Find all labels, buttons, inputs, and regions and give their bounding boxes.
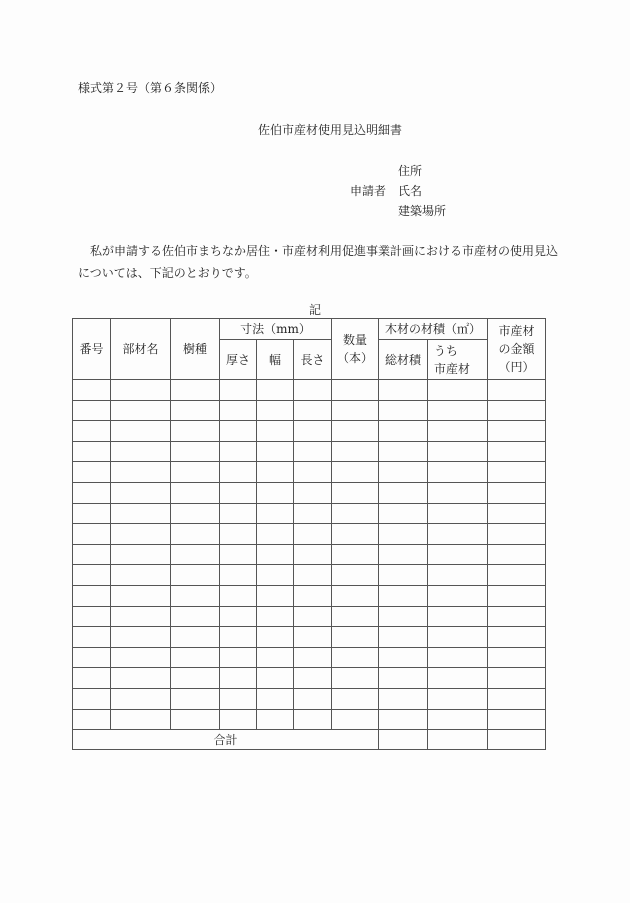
cell-width[interactable] [257,709,294,730]
cell-species[interactable] [171,585,220,606]
cell-total-volume[interactable] [379,709,428,730]
header-amount-line3: （円） [498,360,535,374]
cell-thickness[interactable] [220,668,257,689]
cell-city-volume[interactable] [428,441,488,462]
cell-length[interactable] [294,503,332,524]
table-row [73,503,546,524]
cell-width[interactable] [257,606,294,627]
cell-amount[interactable] [488,709,546,730]
cell-city-volume[interactable] [428,688,488,709]
cell-amount[interactable] [488,688,546,709]
cell-quantity[interactable] [332,524,379,545]
cell-amount[interactable] [488,647,546,668]
cell-length[interactable] [294,565,332,586]
cell-quantity[interactable] [332,647,379,668]
cell-quantity[interactable] [332,421,379,442]
cell-thickness[interactable] [220,482,257,503]
total-label: 合計 [73,730,379,750]
cell-species[interactable] [171,524,220,545]
total-amount-cell[interactable] [488,730,546,750]
cell-city-volume[interactable] [428,400,488,421]
table-body [73,380,546,730]
cell-quantity[interactable] [332,709,379,730]
header-amount-line2: の金額 [498,342,535,356]
cell-number[interactable] [73,380,111,401]
cell-amount[interactable] [488,380,546,401]
cell-width[interactable] [257,482,294,503]
cell-number[interactable] [73,400,111,421]
cell-number[interactable] [73,688,111,709]
cell-length[interactable] [294,688,332,709]
cell-amount[interactable] [488,441,546,462]
header-width: 幅 [257,340,294,380]
cell-length[interactable] [294,380,332,401]
cell-species[interactable] [171,380,220,401]
cell-species[interactable] [171,482,220,503]
header-volume: 木材の材積（㎡） [379,319,488,340]
table-row [73,441,546,462]
cell-thickness[interactable] [220,627,257,648]
cell-length[interactable] [294,585,332,606]
cell-thickness[interactable] [220,421,257,442]
cell-thickness[interactable] [220,688,257,709]
table-row [73,606,546,627]
table-row [73,668,546,689]
cell-length[interactable] [294,421,332,442]
table-row [73,462,546,483]
cell-number[interactable] [73,503,111,524]
cell-total-volume[interactable] [379,565,428,586]
cell-total-volume[interactable] [379,544,428,565]
cell-number[interactable] [73,565,111,586]
cell-length[interactable] [294,709,332,730]
cell-amount[interactable] [488,585,546,606]
cell-amount[interactable] [488,627,546,648]
cell-amount[interactable] [488,482,546,503]
table-row [73,709,546,730]
cell-total-volume[interactable] [379,585,428,606]
cell-quantity[interactable] [332,668,379,689]
cell-amount[interactable] [488,668,546,689]
cell-length[interactable] [294,524,332,545]
cell-number[interactable] [73,462,111,483]
cell-part-name[interactable] [111,462,171,483]
cell-city-volume[interactable] [428,585,488,606]
cell-part-name[interactable] [111,585,171,606]
cell-number[interactable] [73,544,111,565]
cell-quantity[interactable] [332,503,379,524]
cell-thickness[interactable] [220,544,257,565]
cell-total-volume[interactable] [379,462,428,483]
cell-total-volume[interactable] [379,441,428,462]
cell-width[interactable] [257,400,294,421]
body-paragraph-line2: については、下記のとおりです。 [78,266,257,280]
table-row [73,565,546,586]
cell-total-volume[interactable] [379,524,428,545]
cell-quantity[interactable] [332,400,379,421]
cell-species[interactable] [171,668,220,689]
cell-length[interactable] [294,606,332,627]
cell-part-name[interactable] [111,380,171,401]
cell-city-volume[interactable] [428,380,488,401]
cell-part-name[interactable] [111,421,171,442]
cell-quantity[interactable] [332,688,379,709]
cell-part-name[interactable] [111,606,171,627]
cell-length[interactable] [294,627,332,648]
cell-length[interactable] [294,544,332,565]
cell-species[interactable] [171,606,220,627]
table-row [73,647,546,668]
cell-species[interactable] [171,544,220,565]
cell-city-volume[interactable] [428,647,488,668]
cell-thickness[interactable] [220,400,257,421]
header-part-name: 部材名 [111,319,171,380]
cell-quantity[interactable] [332,565,379,586]
cell-width[interactable] [257,441,294,462]
cell-width[interactable] [257,421,294,442]
cell-width[interactable] [257,565,294,586]
cell-amount[interactable] [488,400,546,421]
cell-total-volume[interactable] [379,503,428,524]
table-row [73,380,546,401]
cell-total-volume[interactable] [379,688,428,709]
construction-site-label: 建築場所 [398,204,447,218]
cell-city-volume[interactable] [428,565,488,586]
header-quantity [332,319,379,380]
cell-amount[interactable] [488,606,546,627]
header-number: 番号 [73,319,111,380]
cell-amount[interactable] [488,462,546,483]
cell-part-name[interactable] [111,647,171,668]
cell-part-name[interactable] [111,400,171,421]
cell-thickness[interactable] [220,524,257,545]
cell-quantity[interactable] [332,544,379,565]
total-city-volume-cell[interactable] [428,730,488,750]
cell-number[interactable] [73,482,111,503]
header-quantity-line2: （本） [336,351,373,365]
header-city-volume-line1: うち [434,343,459,358]
header-species: 樹種 [171,319,220,380]
applicant-address-label: 住所 [398,164,423,178]
cell-length[interactable] [294,462,332,483]
cell-total-volume[interactable] [379,400,428,421]
cell-amount[interactable] [488,524,546,545]
cell-width[interactable] [257,585,294,606]
cell-total-volume[interactable] [379,627,428,648]
cell-city-volume[interactable] [428,627,488,648]
cell-species[interactable] [171,441,220,462]
cell-amount[interactable] [488,544,546,565]
cell-total-volume[interactable] [379,482,428,503]
total-volume-cell[interactable] [379,730,428,750]
cell-length[interactable] [294,400,332,421]
header-city-volume [428,340,488,380]
header-length: 長さ [294,340,332,380]
cell-thickness[interactable] [220,647,257,668]
cell-total-volume[interactable] [379,421,428,442]
cell-quantity[interactable] [332,606,379,627]
cell-part-name[interactable] [111,544,171,565]
cell-length[interactable] [294,668,332,689]
cell-species[interactable] [171,400,220,421]
material-table [72,318,546,750]
cell-part-name[interactable] [111,441,171,462]
cell-width[interactable] [257,688,294,709]
table-row [73,400,546,421]
cell-width[interactable] [257,647,294,668]
cell-thickness[interactable] [220,565,257,586]
cell-species[interactable] [171,503,220,524]
cell-thickness[interactable] [220,441,257,462]
header-total-volume: 総材積 [379,340,428,380]
cell-city-volume[interactable] [428,606,488,627]
cell-species[interactable] [171,688,220,709]
cell-city-volume[interactable] [428,503,488,524]
form-number: 様式第２号（第６条関係） [78,81,223,95]
ki-heading: 記 [309,303,322,317]
cell-quantity[interactable] [332,482,379,503]
cell-species[interactable] [171,647,220,668]
cell-width[interactable] [257,668,294,689]
cell-quantity[interactable] [332,441,379,462]
cell-width[interactable] [257,503,294,524]
table-row [73,544,546,565]
cell-width[interactable] [257,544,294,565]
cell-city-volume[interactable] [428,544,488,565]
cell-width[interactable] [257,462,294,483]
cell-part-name[interactable] [111,627,171,648]
cell-species[interactable] [171,627,220,648]
table-row [73,524,546,545]
applicant-label: 申請者 [350,184,387,198]
cell-number[interactable] [73,668,111,689]
cell-thickness[interactable] [220,503,257,524]
cell-number[interactable] [73,709,111,730]
cell-part-name[interactable] [111,668,171,689]
cell-quantity[interactable] [332,462,379,483]
cell-part-name[interactable] [111,524,171,545]
cell-length[interactable] [294,482,332,503]
table-row [73,688,546,709]
cell-species[interactable] [171,709,220,730]
cell-quantity[interactable] [332,585,379,606]
cell-total-volume[interactable] [379,380,428,401]
cell-number[interactable] [73,606,111,627]
cell-width[interactable] [257,524,294,545]
cell-thickness[interactable] [220,585,257,606]
header-amount [488,319,546,380]
cell-number[interactable] [73,421,111,442]
cell-city-volume[interactable] [428,709,488,730]
cell-total-volume[interactable] [379,668,428,689]
cell-thickness[interactable] [220,709,257,730]
cell-thickness[interactable] [220,462,257,483]
cell-city-volume[interactable] [428,462,488,483]
cell-number[interactable] [73,627,111,648]
cell-length[interactable] [294,441,332,462]
cell-amount[interactable] [488,565,546,586]
header-quantity-line1: 数量 [342,333,367,347]
cell-width[interactable] [257,380,294,401]
cell-part-name[interactable] [111,482,171,503]
cell-width[interactable] [257,627,294,648]
cell-part-name[interactable] [111,688,171,709]
header-dimensions: 寸法（mm） [220,319,332,340]
cell-total-volume[interactable] [379,647,428,668]
cell-quantity[interactable] [332,380,379,401]
cell-amount[interactable] [488,503,546,524]
cell-number[interactable] [73,647,111,668]
table-row [73,585,546,606]
cell-part-name[interactable] [111,709,171,730]
cell-number[interactable] [73,524,111,545]
table-row [73,482,546,503]
cell-length[interactable] [294,647,332,668]
cell-species[interactable] [171,421,220,442]
cell-species[interactable] [171,565,220,586]
cell-part-name[interactable] [111,503,171,524]
cell-city-volume[interactable] [428,421,488,442]
header-thickness: 厚さ [220,340,257,380]
applicant-name-label: 氏名 [398,184,423,198]
cell-thickness[interactable] [220,606,257,627]
cell-total-volume[interactable] [379,606,428,627]
cell-city-volume[interactable] [428,524,488,545]
cell-part-name[interactable] [111,565,171,586]
document-title: 佐伯市産材使用見込明細書 [258,123,403,137]
cell-thickness[interactable] [220,380,257,401]
cell-amount[interactable] [488,421,546,442]
cell-species[interactable] [171,462,220,483]
cell-city-volume[interactable] [428,482,488,503]
table-row [73,421,546,442]
cell-number[interactable] [73,585,111,606]
cell-number[interactable] [73,441,111,462]
cell-quantity[interactable] [332,627,379,648]
header-city-volume-line2: 市産材 [434,361,471,376]
cell-city-volume[interactable] [428,668,488,689]
table-row [73,627,546,648]
header-amount-line1: 市産材 [498,324,535,338]
body-paragraph-line1: 私が申請する佐伯市まちなか居住・市産材利用促進事業計画における市産材の使用見込 [90,244,559,258]
